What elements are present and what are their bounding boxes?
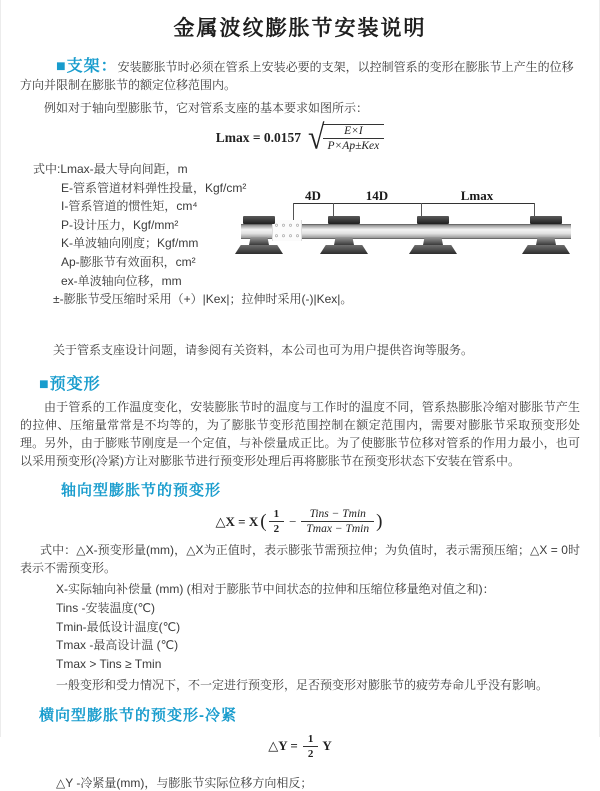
minus-operator: − <box>289 513 297 529</box>
radical-sign: √ <box>308 118 325 157</box>
half-fraction <box>303 733 319 760</box>
pipe-guide-support <box>320 216 368 254</box>
lmax-formula-lhs: Lmax = 0.0157 <box>215 130 302 145</box>
lateral-formula <box>1 733 599 760</box>
lmax-fraction-numerator: E×I <box>323 125 385 139</box>
dim-label-4d: 4D <box>305 188 321 203</box>
support-paragraph <box>20 58 580 94</box>
axial-formula-lhs: △X = X <box>215 513 259 529</box>
definitions-block <box>1 160 599 336</box>
square-root <box>308 118 384 157</box>
support-base <box>409 245 457 254</box>
axial-def-line: Tmin-最低设计温度(℃) <box>56 619 181 634</box>
temp-numerator: Tins − Tmin <box>301 508 374 522</box>
definition-line: 式中:Lmax-最大导向间距，m <box>33 162 188 176</box>
support-intro-text: 安装膨胀节时必须在管系上安装必要的支架，以控制管系的变形在膨胀节上产生的位移方向并限制在膨胀节的额定位移范围内。 <box>20 60 574 92</box>
lateral-formula-lhs: △Y = <box>268 738 298 754</box>
support-saddle <box>423 237 443 245</box>
support-saddle <box>334 237 354 245</box>
support-cap <box>530 216 562 224</box>
pipe-guide-support <box>409 216 457 254</box>
axial-def-line: Tmax -最高设计温 (℃) <box>56 638 179 653</box>
support-cap <box>243 216 275 224</box>
support-saddle <box>249 237 269 245</box>
axial-def-line: Tins -安装温度(℃) <box>56 600 156 615</box>
radicand <box>323 124 385 152</box>
definition-line: ex-单波轴向位移，mm <box>61 273 182 288</box>
support-base <box>235 245 283 254</box>
lmax-fraction-denominator: P×Ap±Kex <box>327 140 380 152</box>
axial-formula <box>1 508 599 535</box>
axial-explain-paragraph: 式中：△X-预变形量(mm)，△X为正值时，表示膨张节需预拉伸；为负值时，表示需预压缩；△X = 0时表示不需预变形。 <box>20 543 580 575</box>
preform-paragraph: 由于管系的工作温度变化，安装膨胀节时的温度与工作时的温度不同，管系热膨胀冷缩对膨胀节产生的拉伸、压缩量常常是不均等的，为了膨胀节变形范围控制在额定范围内，需要对膨胀节采取预变形处理。另外，由于膨账节刚度是一个定值，与补偿量成正比。为了使膨胀节位移对管系的作用力最小，也可以采用预变形(冷紧)方让对膨胀节进行预变形处理后再将膨胀节在预变形状态下安装在管系中。 <box>20 400 580 468</box>
support-cap <box>417 216 449 224</box>
dimension-line <box>293 203 534 204</box>
pipe-support-diagram <box>241 188 599 268</box>
close-paren: ) <box>376 510 383 532</box>
lateral-note: △Y -冷紧量(mm)，与膨胀节实际位移方向相反； <box>56 775 313 790</box>
axial-definitions <box>1 580 599 674</box>
support-base <box>320 245 368 254</box>
temperature-fraction <box>301 508 374 535</box>
support-base <box>522 245 570 254</box>
dim-label-lmax: Lmax <box>460 188 494 203</box>
definition-line: I-管系管道的惯性矩，cm⁴ <box>61 199 198 214</box>
preform-section-label: ■预变形 <box>39 376 101 393</box>
support-section-label: ■支架： <box>56 58 118 75</box>
lateral-preform-heading: 横向型膨胀节的预变形-冷紧 <box>39 706 237 724</box>
support-example-line: 例如对于轴向型膨胀节，它对管系支座的基本要求如图所示： <box>44 101 369 115</box>
lateral-formula-rhs: Y <box>322 738 332 754</box>
support-saddle <box>536 237 556 245</box>
axial-def-line: X-实际轴向补偿量 (mm) (相对于膨胀节中间状态的拉伸和压缩位移量绝对值之和)： <box>56 582 495 596</box>
dim-label-14d: 14D <box>365 188 389 203</box>
half-denominator: 2 <box>307 747 314 760</box>
lmax-fraction <box>323 125 385 152</box>
definition-line: E-管系管道材料弹性投量，Kgf/cm² <box>61 180 247 195</box>
half-numerator: 1 <box>303 733 319 747</box>
axial-def-line: Tmax > Tins ≥ Tmin <box>56 657 162 672</box>
temp-denominator: Tmax − Tmin <box>306 523 370 535</box>
definition-line: P-设计压力，Kgf/mm² <box>61 217 179 232</box>
axial-closing-line: 一般变形和受力情况下，不一定进行预变形，足否预变形对膨胀节的疲劳寿命儿乎没有影响。 <box>56 677 549 692</box>
page-title: 金属波纹膨胀节安装说明 <box>173 17 427 40</box>
definition-line: K-单波轴向刚度；Kgf/mm <box>61 236 199 251</box>
half-numerator: 1 <box>269 508 285 522</box>
half-denominator: 2 <box>273 523 280 535</box>
half-fraction <box>269 508 285 535</box>
definition-line: Ap-膨胀节有效面积，cm² <box>61 254 196 269</box>
lmax-formula <box>1 118 599 157</box>
definition-line: ±-膨胀节受压缩时采用（+）|Kex|；拉伸时采用(-)|Kex|。 <box>53 292 353 307</box>
support-cap <box>328 216 360 224</box>
pipe-guide-support <box>522 216 570 254</box>
axial-preform-heading: 轴向型膨胀节的预变形 <box>61 482 222 499</box>
open-paren: ( <box>260 510 267 532</box>
support-note: 关于管系支座设计问题，请参阅有关资料，本公司也可为用户提供咨询等服务。 <box>53 343 474 357</box>
pipe-anchor-support <box>235 216 283 254</box>
